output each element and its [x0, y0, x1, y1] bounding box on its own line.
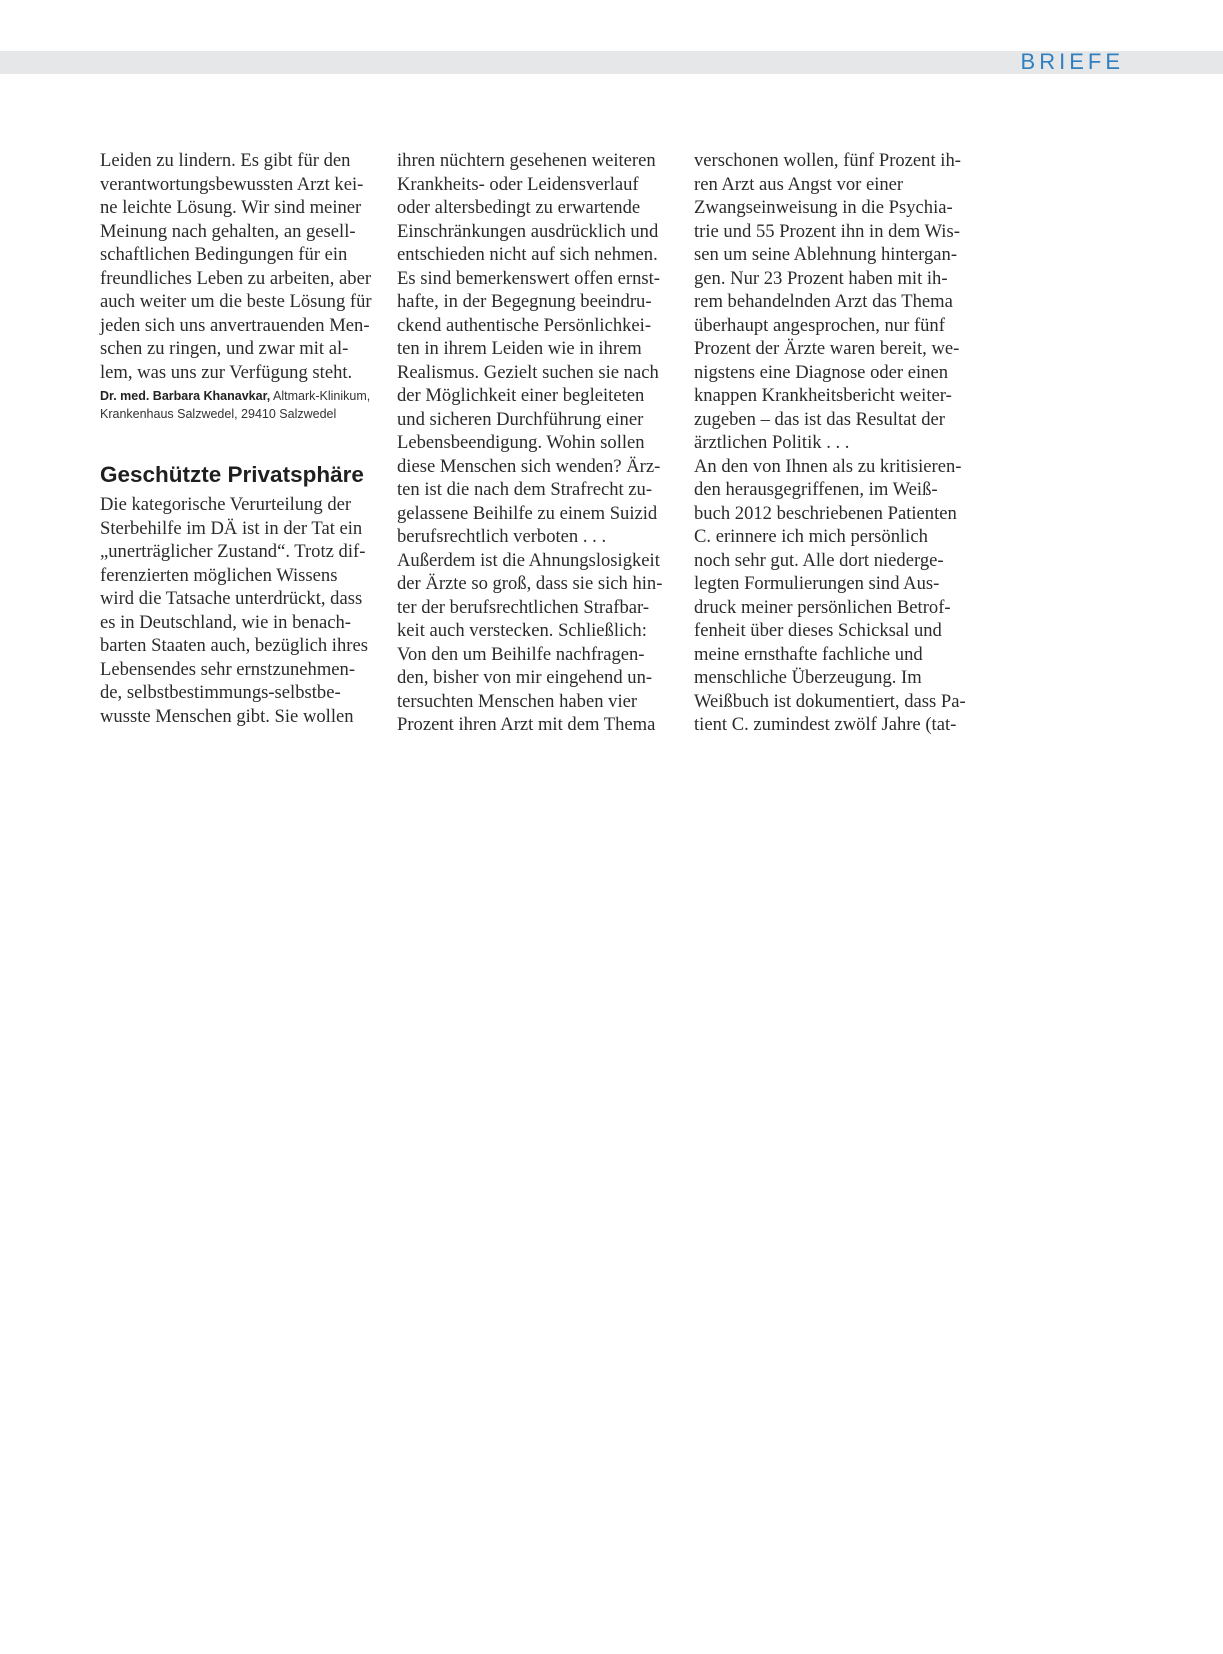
text-line: trie und 55 Prozent ihn in dem Wis-	[694, 220, 960, 242]
text-line: Leiden zu lindern. Es gibt für den	[100, 150, 351, 171]
text-line: wird die Tatsache unterdrückt, dass	[100, 588, 363, 609]
text-line: C. erinnere ich mich persönlich	[694, 526, 928, 547]
text-line: Außerdem ist die Ahnungslosigkeit	[397, 549, 660, 571]
signature-address: Krankenhaus Salzwedel, 29410 Salzwedel	[100, 407, 337, 421]
text-line: ihren nüchtern gesehenen weiteren	[397, 150, 656, 171]
text-line: sen um seine Ablehnung hintergan-	[694, 244, 958, 265]
column-3	[694, 149, 969, 737]
text-line: Realismus. Gezielt suchen sie nach	[397, 361, 659, 383]
text-line: ferenzierten möglichen Wissens	[100, 564, 338, 586]
text-line: druck meiner persönlichen Betrof-	[694, 596, 951, 618]
text-line: tient C. zumindest zwölf Jahre (tat-	[694, 714, 957, 735]
letter-body-continued-2	[694, 149, 969, 737]
letter-heading: Geschützte Privatsphäre	[100, 462, 364, 487]
letter-body-continued	[397, 149, 672, 737]
column-2	[397, 149, 672, 737]
column-1	[100, 149, 375, 728]
text-line: Die kategorische Verurteilung der	[100, 494, 352, 515]
text-line: Meinung nach gehalten, an gesell-	[100, 220, 356, 242]
text-line: noch sehr gut. Alle dort niederge-	[694, 549, 944, 571]
text-line: Lebensendes sehr ernstzunehmen-	[100, 658, 356, 680]
text-line: Sterbehilfe im DÄ ist in der Tat ein	[100, 517, 363, 539]
text-line: ren Arzt aus Angst vor einer	[694, 173, 904, 195]
text-line: Prozent ihren Arzt mit dem Thema	[397, 714, 656, 735]
text-line: knappen Krankheitsbericht weiter-	[694, 385, 952, 406]
text-line: meine ernsthafte fachliche und	[694, 643, 923, 665]
text-line: Es sind bemerkenswert offen ernst-	[397, 267, 660, 289]
text-line: freundliches Leben zu arbeiten, aber	[100, 267, 372, 289]
text-line: und sicheren Durchführung einer	[397, 408, 644, 430]
text-line: Weißbuch ist dokumentiert, dass Pa-	[694, 690, 966, 712]
text-line: nigstens eine Diagnose oder einen	[694, 361, 949, 383]
text-line: ärztlichen Politik . . .	[694, 432, 850, 453]
text-line: ckend authentische Persönlichkei-	[397, 314, 652, 336]
text-line: entschieden nicht auf sich nehmen.	[397, 244, 658, 265]
text-line: diese Menschen sich wenden? Ärz-	[397, 455, 661, 477]
text-line: lem, was uns zur Verfügung steht.	[100, 361, 353, 383]
letter-ending-text	[100, 149, 375, 384]
text-line: zugeben – das ist das Resultat der	[694, 408, 945, 430]
text-line: Einschränkungen ausdrücklich und	[397, 220, 659, 242]
text-line: ne leichte Lösung. Wir sind meiner	[100, 197, 362, 218]
text-line: ter der berufsrechtlichen Strafbar-	[397, 596, 650, 618]
text-line: hafte, in der Begegnung beeindru-	[397, 291, 652, 312]
letter-signature	[100, 387, 375, 423]
text-line: fenheit über dieses Schicksal und	[694, 620, 942, 641]
text-line: überhaupt angesprochen, nur fünf	[694, 314, 945, 336]
text-line: wusste Menschen gibt. Sie wollen	[100, 705, 354, 727]
text-line: oder altersbedingt zu erwartende	[397, 197, 641, 218]
text-line: de, selbstbestimmungs-selbstbe-	[100, 682, 341, 703]
text-line: „unerträglicher Zustand“. Trotz dif-	[100, 541, 366, 562]
text-line: Prozent der Ärzte waren bereit, we-	[694, 338, 960, 359]
text-line: barten Staaten auch, bezüglich ihres	[100, 635, 368, 656]
letter-body-start	[100, 493, 375, 728]
text-line: jeden sich uns anvertrauenden Men-	[100, 314, 370, 336]
text-line: der Möglichkeit einer begleiteten	[397, 385, 645, 406]
text-line: menschliche Überzeugung. Im	[694, 667, 922, 688]
text-line: schaftlichen Bedingungen für ein	[100, 244, 348, 265]
text-line: Von den um Beihilfe nachfragen-	[397, 643, 645, 665]
text-line: legten Formulierungen sind Aus-	[694, 573, 940, 594]
text-line: den herausgegriffenen, im Weiß-	[694, 479, 938, 500]
text-line: den, bisher von mir eingehend un-	[397, 667, 653, 688]
text-line: berufsrechtlich verboten . . .	[397, 526, 607, 547]
text-line: gen. Nur 23 Prozent haben mit ih-	[694, 267, 948, 289]
text-line: rem behandelnden Arzt das Thema	[694, 291, 953, 312]
text-line: verschonen wollen, fünf Prozent ih-	[694, 150, 961, 171]
text-line: verantwortungsbewussten Arzt kei-	[100, 173, 364, 195]
text-line: Zwangseinweisung in die Psychia-	[694, 197, 953, 218]
text-line: An den von Ihnen als zu kritisieren-	[694, 455, 962, 477]
signature-name: Dr. med. Barbara Khanavkar,	[100, 389, 271, 403]
text-line: schen zu ringen, und zwar mit al-	[100, 338, 349, 359]
section-title: BRIEFE	[1020, 49, 1124, 74]
text-line: tersuchten Menschen haben vier	[397, 690, 638, 712]
text-line: ten ist die nach dem Strafrecht zu-	[397, 479, 653, 500]
text-line: auch weiter um die beste Lösung für	[100, 291, 372, 312]
signature-affiliation: Altmark-Klinikum,	[270, 389, 371, 403]
text-line: ten in ihrem Leiden wie in ihrem	[397, 338, 642, 359]
text-line: es in Deutschland, wie in benach-	[100, 611, 351, 633]
text-line: gelassene Beihilfe zu einem Suizid	[397, 502, 658, 524]
text-line: der Ärzte so groß, dass sie sich hin-	[397, 573, 663, 594]
text-line: keit auch verstecken. Schließlich:	[397, 620, 647, 641]
text-line: Lebensbeendigung. Wohin sollen	[397, 432, 645, 453]
text-line: buch 2012 beschriebenen Patienten	[694, 502, 957, 524]
text-line: Krankheits- oder Leidensverlauf	[397, 173, 639, 195]
